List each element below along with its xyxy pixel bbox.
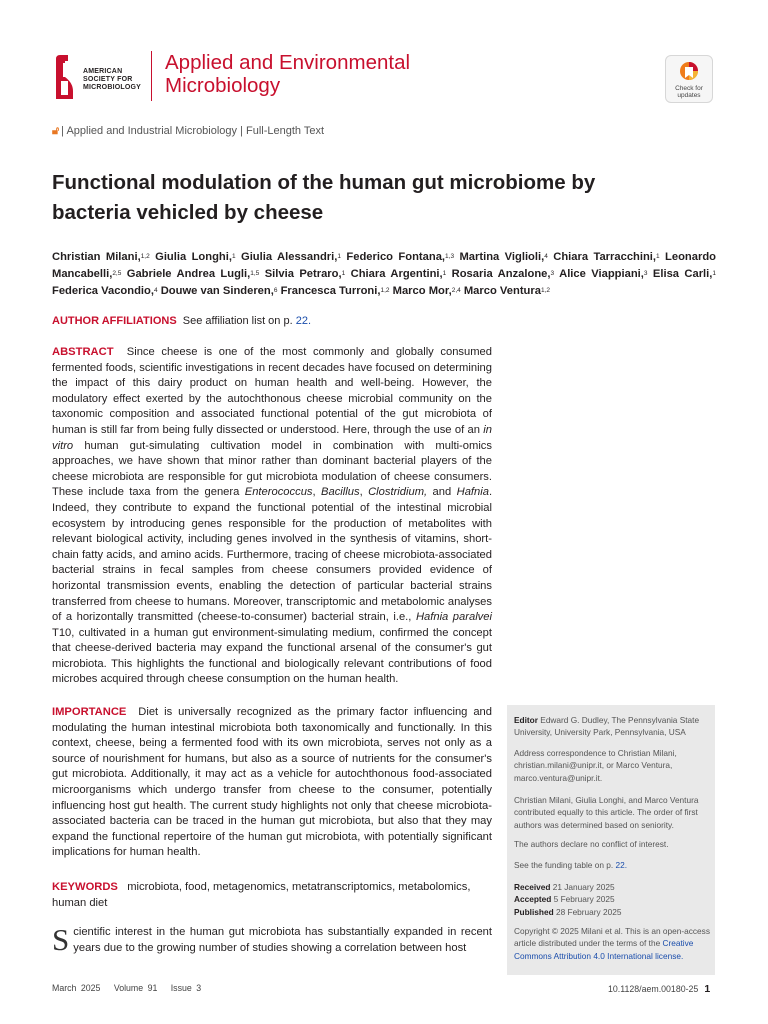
author-affiliation-sup: 3 — [550, 270, 555, 277]
copyright-notice: Copyright © 2025 Milani et al. This is an open-access article distributed under the terms of the Creative Commons Attribution 4.0 International license. — [514, 926, 710, 961]
author-affiliation-sup: 4 — [544, 253, 548, 260]
check-updates-icon — [679, 61, 699, 83]
author-name: Christian Milani, — [52, 251, 141, 263]
affiliations-label: AUTHOR AFFILIATIONS — [52, 315, 177, 327]
license-link[interactable]: Creative Commons Attribution 4.0 International license. — [514, 938, 694, 961]
author-affiliations: AUTHOR AFFILIATIONS See affiliation list on p. 22. — [52, 315, 312, 327]
author-name: Francesca Turroni, — [280, 285, 381, 297]
article-section: 🔓︎ | Applied and Industrial Microbiology | Full-Length Text — [52, 125, 325, 137]
drop-cap: S — [52, 922, 70, 957]
abstract-label: ABSTRACT — [52, 346, 114, 358]
asm-flask-icon — [53, 53, 77, 101]
check-updates-label: Check for — [675, 85, 703, 92]
article-info-sidebar — [507, 705, 715, 975]
author-name: Rosaria Anzalone, — [451, 268, 551, 280]
author-affiliation-sup: 6 — [273, 287, 278, 294]
author-name: Marco Ventura — [463, 285, 541, 297]
correspondence-info: Address correspondence to Christian Milani, christian.milani@unipr.it, or Marco Ventura, marco.ventura@unipr.it. — [514, 748, 677, 783]
issue-info: March 2025 Volume 91 Issue 3 — [52, 983, 202, 993]
open-access-icon: 🔓︎ — [52, 125, 60, 137]
editor-info: Editor Edward G. Dudley, The Pennsylvania State University, University Park, Pennsylvania, USA — [514, 715, 700, 738]
affiliations-page-link[interactable]: 22. — [295, 315, 312, 327]
intro-paragraph: Scientific interest in the human gut microbiota has substantially expanded in recent years due to the growing number of studies showing a correlation between host — [52, 922, 492, 957]
author-affiliation-sup: 1 — [231, 253, 236, 260]
importance-label: IMPORTANCE — [52, 706, 127, 718]
author-name: Giulia Longhi, — [155, 251, 232, 263]
keywords-section: KEYWORDS microbiota, food, metagenomics, metatranscriptomics, metabolomics, human diet — [52, 881, 471, 909]
author-name: Leonardo Mancabelli, — [52, 251, 717, 280]
conflict-note: The authors declare no conflict of interest. — [514, 839, 669, 849]
asm-logo — [53, 53, 145, 103]
author-name: Douwe van Sinderen, — [160, 285, 274, 297]
author-affiliation-sup: 1,2 — [540, 287, 550, 294]
funding-note: See the funding table on p. 22. — [514, 860, 628, 870]
author-name: Gabriele Andrea Lugli, — [126, 268, 251, 280]
author-affiliation-sup: 1,5 — [250, 270, 260, 277]
keywords-label: KEYWORDS — [52, 881, 118, 893]
author-name: Marco Mor, — [392, 285, 452, 297]
funding-page-link[interactable]: 22. — [615, 860, 628, 870]
author-name: Giulia Alessandri, — [241, 251, 338, 263]
doi-footer — [608, 983, 710, 995]
check-updates-sublabel: updates — [677, 92, 701, 99]
author-affiliation-sup: 1 — [442, 270, 447, 277]
author-affiliation-sup: 1 — [712, 270, 717, 277]
author-name: Chiara Argentini, — [350, 268, 443, 280]
check-for-updates-button[interactable] — [665, 55, 713, 103]
author-name: Federico Fontana, — [346, 251, 446, 263]
author-affiliation-sup: 3 — [643, 270, 648, 277]
author-name: Chiara Tarracchini, — [553, 251, 657, 263]
importance-section: IMPORTANCE Diet is universally recognized as the primary factor influencing and modulating the human intestinal microbiota both taxonomically and functionally. In this context, cheese, being a fermented food with its own microbiota, serves not only as a source of nourishment for humans, but also as a source of nutrients for the consumer's gut microbiota. Additionally, it may act as a vehicle for autochthonous food-associated microorganisms which undergo transfer from cheese to the consumer, potentially influencing host gut health. The current study highlights not only that cheese microbiota-associated bacteria can be traced in the human gut microbiota, but also that they may expand the functional repertoire of the human gut microbiota, with potentially significant implications for human health. — [52, 706, 493, 859]
author-affiliation-sup: 2,5 — [112, 270, 122, 277]
author-list — [52, 249, 716, 300]
author-name: Alice Viappiani, — [559, 268, 644, 280]
author-name: Federica Vacondio, — [52, 285, 154, 297]
society-name: AMERICAN SOCIETY FOR MICROBIOLOGY — [83, 68, 142, 91]
author-affiliation-sup: 1 — [341, 270, 346, 277]
journal-title: Applied and Environmental Microbiology — [165, 51, 411, 97]
author-affiliation-sup: 4 — [153, 287, 158, 294]
contribution-note: Christian Milani, Giulia Longhi, and Marco Ventura contributed equally to this article. The order of first authors was determined based on seniority. — [514, 795, 699, 830]
author-affiliation-sup: 1 — [656, 253, 660, 260]
article-title: Functional modulation of the human gut microbiome by bacteria vehicled by cheese — [52, 171, 596, 224]
abstract: ABSTRACT Since cheese is one of the most commonly and globally consumed fermented foods, scientific investigations in recent decades have focused on determining the impact of this dairy product on human health and well-being. However, the modulatory effect exerted by the autochthonous cheese microbial community on the taxonomic composition and associated functional potential of the gut microbiota of human is still far from being fully dissected or understood. Here, through the use of an in vitro human gut-simulating cultivation model in combination with multi-omics approaches, we have shown that minor rather than dominant bacterial players of the cheese microbiota are responsible for gut microbiota modulation of cheese consumers. These include taxa from the genera Enterococcus, Bacillus, Clostridium, and Hafnia. Indeed, they contribute to expand the functional potential of the intestinal microbial ecosystem by introducing genes responsible for the production of metabolites with relevant biological activity, including genes involved in the synthesis of vitamins, short-chain fatty acids, and amino acids. Furthermore, tracing of cheese microbiota-associated bacterial strains in fecal samples from cheese consumers provided evidence of horizontal transmission events, enabling the detection of particular bacterial strains transferred from cheese to humans. Moreover, transcriptomic and metabolomic analyses of a horizontally transmitted (cheese-to-consumer) bacterial strain, i.e., Hafnia paralvei T10, cultivated in a human gut environment-simulating medium, confirmed the concept that cheese-derived bacteria may expand the functional arsenal of the consumer's gut microbiota. This highlights the functional and biologically relevant contributions of food microbes acquired through cheese consumption on the human health. — [52, 346, 493, 686]
author-affiliation-sup: 1,3 — [445, 253, 455, 260]
author-name: Elisa Carli, — [652, 268, 713, 280]
author-name: Martina Viglioli, — [459, 251, 545, 263]
author-name: Silvia Petraro, — [264, 268, 342, 280]
article-dates: Received 21 January 2025 Accepted 5 February 2025 Published 28 February 2025 — [514, 882, 622, 917]
header-divider — [151, 51, 152, 101]
author-affiliation-sup: 1,2 — [380, 287, 390, 294]
page-number: 1 — [704, 983, 711, 995]
author-affiliation-sup: 1 — [337, 253, 341, 260]
doi-link[interactable]: 10.1128/aem.00180-25 — [608, 984, 699, 994]
author-affiliation-sup: 1,2 — [140, 253, 150, 260]
author-affiliation-sup: 2,4 — [451, 287, 461, 294]
